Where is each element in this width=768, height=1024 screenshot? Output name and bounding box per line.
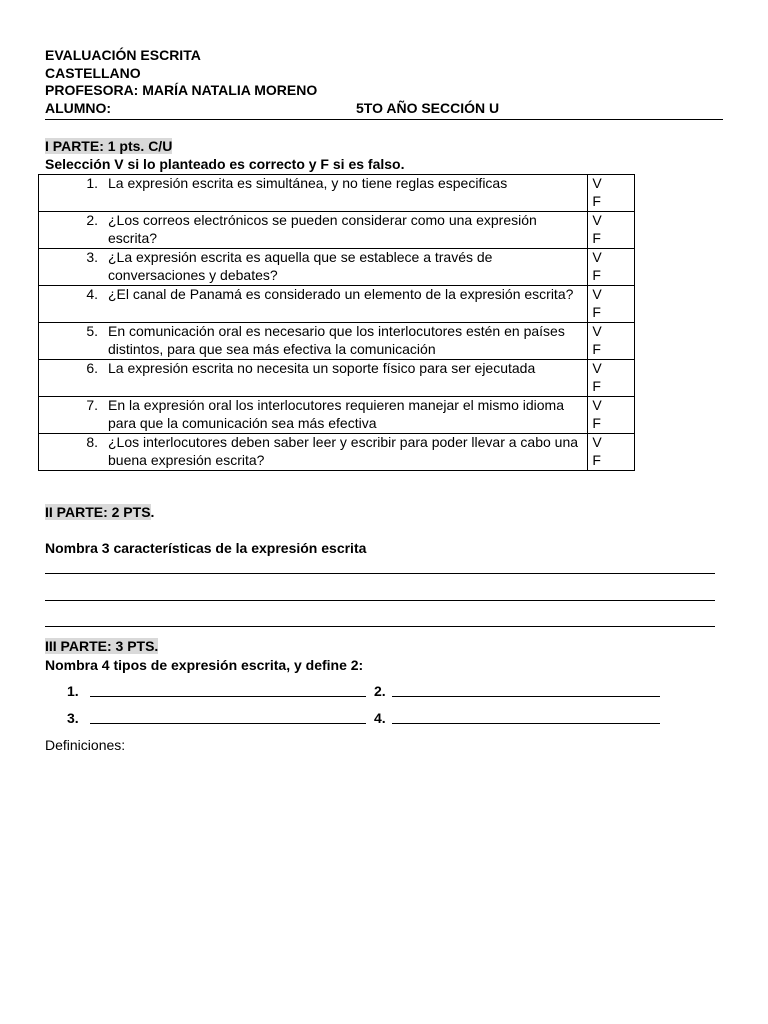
true-false-options (588, 286, 635, 323)
part2-title-suffix: . (150, 504, 155, 520)
question-cell (39, 323, 588, 360)
true-false-options (588, 249, 635, 286)
true-false-options (588, 212, 635, 249)
question-text: En la expresión oral los interlocutores requieren manejar el mismo idioma para que la comunicación sea más efectiva (108, 397, 564, 431)
option-false[interactable]: F (592, 229, 601, 246)
option-false[interactable]: F (592, 414, 601, 431)
question-text: ¿Los correos electrónicos se pueden considerar como una expresión escrita? (108, 212, 537, 246)
teacher: PROFESORA: MARÍA NATALIA MORENO (45, 82, 318, 98)
question-number: 8. (86, 434, 98, 450)
question-content (39, 249, 587, 284)
type-item-3-num: 3. (67, 710, 79, 726)
question-content (39, 397, 587, 432)
question-cell (39, 175, 588, 212)
type-item-3-blank[interactable] (90, 708, 366, 724)
option-true[interactable]: V (592, 212, 602, 228)
question-content (39, 175, 587, 193)
option-false[interactable]: F (592, 303, 601, 320)
type-item-2-num: 2. (374, 683, 386, 699)
question-row (39, 175, 635, 212)
true-false-options (588, 323, 635, 360)
true-false-table (38, 174, 635, 471)
question-text: La expresión escrita es simultánea, y no tiene reglas especificas (108, 175, 508, 191)
question-cell (39, 397, 588, 434)
option-true[interactable]: V (592, 249, 602, 265)
question-number: 4. (86, 286, 98, 302)
definitions-label: Definiciones: (45, 737, 126, 753)
part3-title (45, 638, 158, 656)
type-item-1-num: 1. (67, 683, 79, 699)
question-text: En comunicación oral es necesario que los interlocutores estén en países distintos, para que sea más efectiva la comunicación (108, 323, 565, 357)
student-label: ALUMNO: (45, 100, 112, 116)
question-content (39, 360, 587, 378)
question-row (39, 323, 635, 360)
question-row (39, 397, 635, 434)
question-row (39, 286, 635, 323)
question-row (39, 360, 635, 397)
question-row (39, 434, 635, 471)
true-false-options (588, 397, 635, 434)
option-false[interactable]: F (592, 192, 601, 209)
question-number: 2. (86, 212, 98, 228)
option-true[interactable]: V (592, 360, 602, 376)
question-content (39, 212, 587, 247)
question-number: 6. (86, 360, 98, 376)
true-false-options (588, 360, 635, 397)
question-text: ¿El canal de Panamá es considerado un elemento de la expresión escrita? (108, 286, 574, 302)
option-true[interactable]: V (592, 175, 602, 191)
option-true[interactable]: V (592, 434, 602, 450)
part2-instruction: Nombra 3 características de la expresión escrita (45, 540, 367, 556)
exam-title: EVALUACIÓN ESCRITA (45, 47, 201, 63)
question-cell (39, 249, 588, 286)
option-false[interactable]: F (592, 266, 601, 283)
option-false[interactable]: F (592, 451, 601, 468)
question-number: 7. (86, 397, 98, 413)
question-row (39, 249, 635, 286)
question-number: 5. (86, 323, 98, 339)
part1-instruction: Selección V si lo planteado es correcto y F si es falso. (45, 156, 405, 172)
part2-title-text: II PARTE: 2 PTS (45, 504, 151, 520)
part1-title (45, 138, 172, 156)
option-false[interactable]: F (592, 340, 601, 357)
question-cell (39, 286, 588, 323)
type-item-4-num: 4. (374, 710, 386, 726)
answer-line-3[interactable] (45, 626, 715, 627)
type-item-4-blank[interactable] (392, 708, 660, 724)
grade-section: 5TO AÑO SECCIÓN U (356, 100, 500, 116)
question-number: 1. (86, 175, 98, 191)
question-text: La expresión escrita no necesita un soporte físico para ser ejecutada (108, 360, 536, 376)
question-cell (39, 434, 588, 471)
option-true[interactable]: V (592, 286, 602, 302)
question-content (39, 286, 587, 304)
answer-line-2[interactable] (45, 600, 715, 601)
option-false[interactable]: F (592, 377, 601, 394)
subject: CASTELLANO (45, 65, 141, 81)
header-divider (45, 119, 723, 120)
option-true[interactable]: V (592, 397, 602, 413)
type-item-1-blank[interactable] (90, 681, 366, 697)
question-text: ¿Los interlocutores deben saber leer y escribir para poder llevar a cabo una buena expresión escrita? (108, 434, 579, 468)
true-false-options (588, 175, 635, 212)
question-cell (39, 360, 588, 397)
question-number: 3. (86, 249, 98, 265)
part3-title-text: III PARTE: 3 PTS. (45, 638, 159, 654)
question-content (39, 323, 587, 358)
part3-instruction: Nombra 4 tipos de expresión escrita, y define 2: (45, 657, 364, 673)
part2-title (45, 504, 154, 522)
question-cell (39, 212, 588, 249)
part1-title-text: I PARTE: 1 pts. C/U (45, 138, 173, 154)
question-text: ¿La expresión escrita es aquella que se establece a través de conversaciones y debates? (108, 249, 493, 283)
true-false-options (588, 434, 635, 471)
type-item-2-blank[interactable] (392, 681, 660, 697)
question-row (39, 212, 635, 249)
answer-line-1[interactable] (45, 573, 715, 574)
option-true[interactable]: V (592, 323, 602, 339)
question-content (39, 434, 587, 469)
